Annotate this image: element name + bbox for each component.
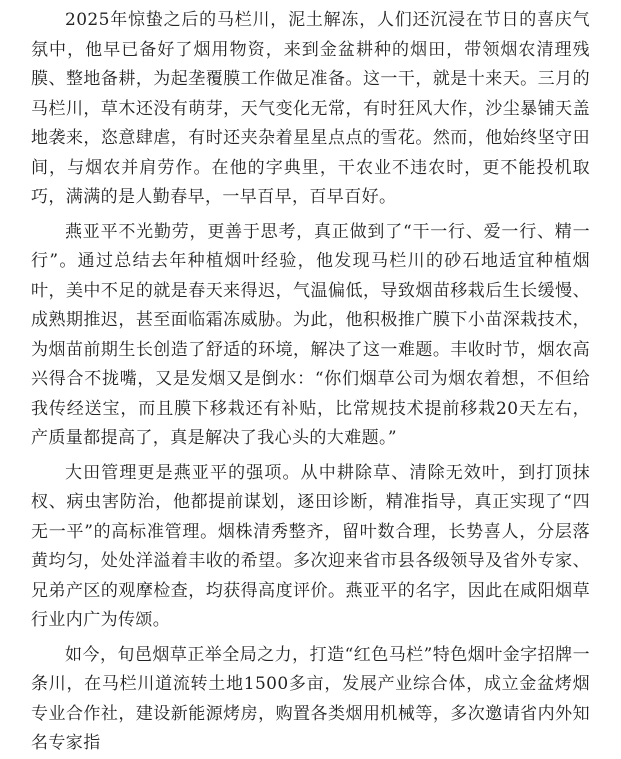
- paragraph-4: 如今，旬邑烟草正举全局之力，打造“红色马栏”特色烟叶金字招牌一条川，在马栏川道流转土地1500多亩，发展产业综合体，成立金盆烤烟专业合作社，建设新能源烤房，购置各类烟用机械等，多次邀请省内外知名专家指: [31, 644, 590, 753]
- paragraph-2: 燕亚平不光勤劳，更善于思考，真正做到了“干一行、爱一行、精一行”。通过总结去年种植烟叶经验，他发现马栏川的砂石地适宜种植烟叶，美中不足的就是春天来得迟，气温偏低，导致烟苗移栽后生长缓慢、成熟期推迟，甚至面临霜冻威胁。为此，他积极推广膜下小苗深栽技术，为烟苗前期生长创造了舒适的环境，解决了这一难题。丰收时节，烟农高兴得合不拢嘴，又是发烟又是倒水：“你们烟草公司为烟农着想，不但给我传经送宝，而且膜下移栽还有补贴，比常规技术提前移栽20天左右，产质量都提高了，真是解决了我心头的大难题。”: [31, 221, 590, 448]
- paragraph-3: 大田管理更是燕亚平的强项。从中耕除草、清除无效叶，到打顶抹杈、病虫害防治，他都提前谋划，逐田诊断，精准指导，真正实现了“四无一平”的高标准管理。烟株清秀整齐，留叶数合理，长势喜人，分层落黄均匀，处处洋溢着丰收的希望。多次迎来省市县各级领导及省外专家、兄弟产区的观摩检查，均获得高度评价。燕亚平的名字，因此在咸阳烟草行业内广为传颂。: [31, 462, 590, 630]
- paragraph-1: 2025年惊蛰之后的马栏川，泥土解冻，人们还沉浸在节日的喜庆气氛中，他早已备好了烟用物资，来到金盆耕种的烟田，带领烟农清理残膜、整地备耕，为起垄覆膜工作做足准备。这一干，就是十来天。三月的马栏川，草木还没有萌芽，天气变化无常，有时狂风大作，沙尘暴铺天盖地袭来，恣意肆虐，有时还夹杂着星星点点的雪花。然而，他始终坚守田间，与烟农并肩劳作。在他的字典里，干农业不违农时，更不能投机取巧，满满的是人勤春早，一早百早，百早百好。: [31, 10, 590, 207]
